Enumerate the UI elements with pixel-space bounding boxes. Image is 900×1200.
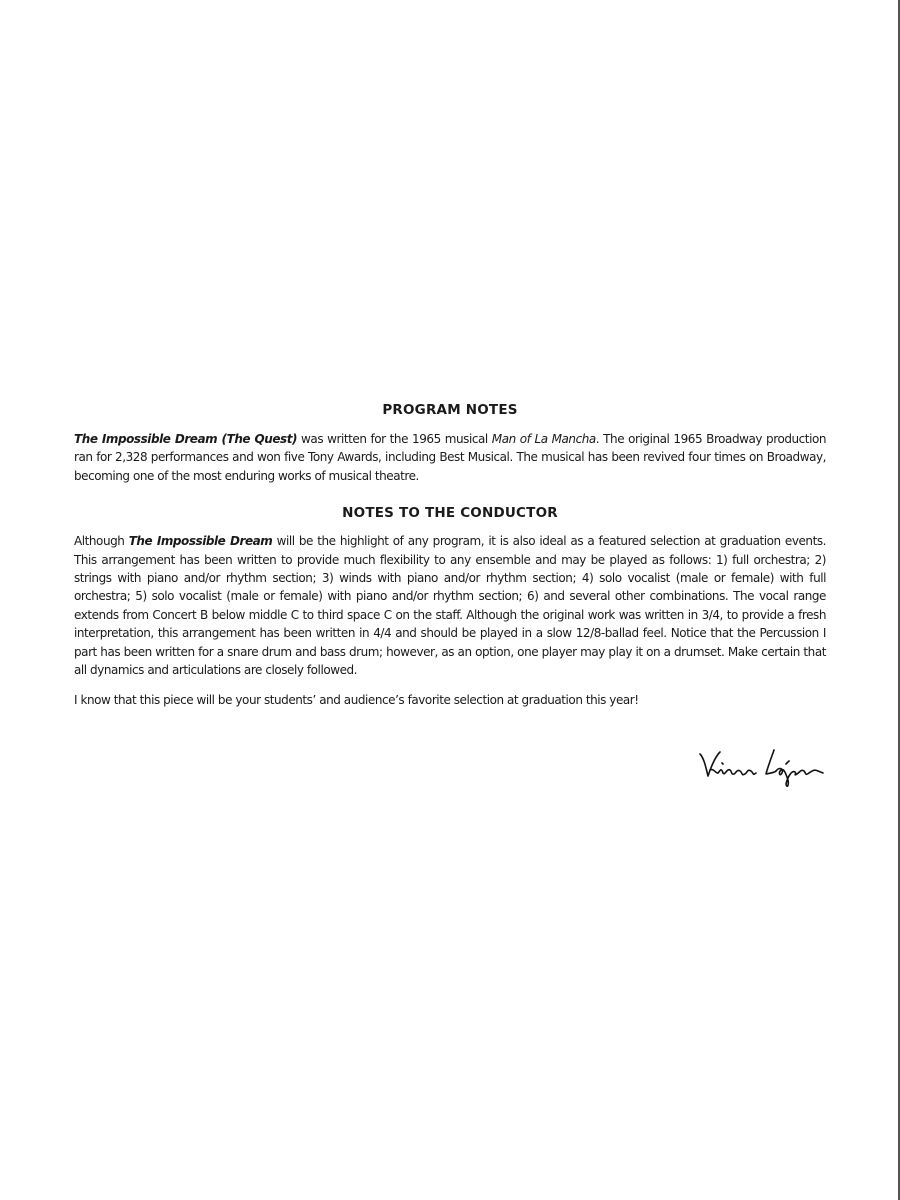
program-notes-text-2: . The original 1965 Broadway production ran for 2,328 performances and won five Tony Awards, including Best Musical. The musical has been revived four times on Broadway, becoming one of the most enduring works of musical theatre. bbox=[74, 432, 826, 483]
program-notes-paragraph bbox=[74, 430, 826, 485]
conductor-notes-text-1: Although bbox=[74, 534, 129, 549]
program-notes-text-1: was written for the 1965 musical bbox=[297, 432, 492, 446]
program-notes-heading: PROGRAM NOTES bbox=[382, 402, 518, 418]
musical-title: Man of La Mancha bbox=[491, 432, 596, 446]
notes-content bbox=[74, 402, 826, 710]
closing-line: I know that this piece will be your students’ and audience’s favorite selection at graduation this year! bbox=[74, 693, 639, 708]
song-title-reference: The Impossible Dream bbox=[128, 534, 273, 549]
song-title: The Impossible Dream (The Quest) bbox=[74, 432, 298, 446]
conductor-notes-text-2: will be the highlight of any program, it is also ideal as a featured selection at graduation events. This arrangement has been written to provide much flexibility to any ensemble and may be played as follows: 1) full orchestra; 2) strings with piano and/or rhythm section; 3) winds with piano and/or rhythm section; 4) solo vocalist (male or female) with full orchestra; 5) solo vocalist (male or female) with piano and/or rhythm section; 6) and several other combinations. The vocal range extends from Concert B below middle C to third space C on the staff. Although the original work was written in 3/4, to provide a fresh interpretation, this arrangement has been written in 4/4 and should be played in a slow 12/8-ballad feel. Notice that the Percussion I part has been written for a snare drum and bass drum; however, as an option, one player may play it on a drumset. Make certain that all dynamics and articulations are closely followed. bbox=[74, 534, 826, 678]
conductor-notes-paragraph bbox=[74, 532, 826, 679]
conductor-notes-heading: NOTES TO THE CONDUCTOR bbox=[342, 505, 558, 522]
signature-image bbox=[696, 740, 828, 800]
